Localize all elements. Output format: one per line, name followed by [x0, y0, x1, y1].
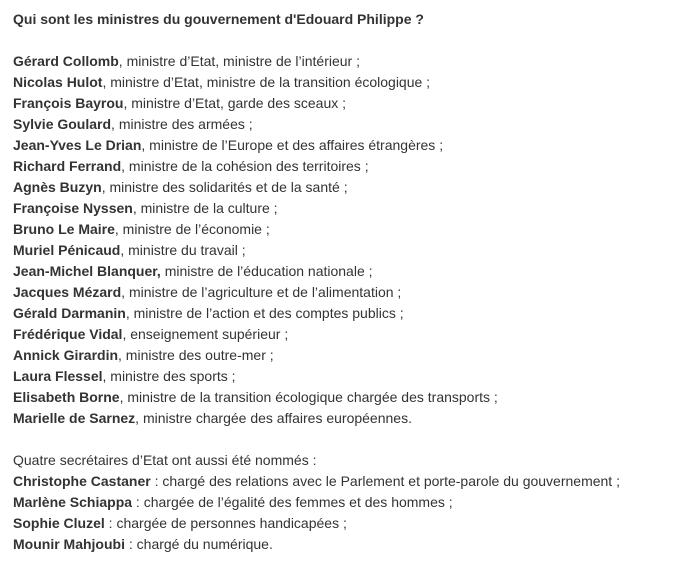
minister-role: , ministre des armées ; — [111, 116, 253, 132]
minister-name: Sylvie Goulard — [13, 116, 112, 132]
secretaries-list — [13, 471, 676, 555]
minister-name: Bruno Le Maire — [13, 221, 115, 237]
secretary-role: : chargé des relations avec le Parlement et porte-parole du gouvernement ; — [150, 473, 620, 489]
list-item — [13, 114, 676, 135]
minister-name: Muriel Pénicaud — [13, 242, 121, 258]
minister-role: , ministre de la cohésion des territoires ; — [121, 158, 369, 174]
minister-role: , ministre chargée des affaires européennes. — [135, 410, 412, 426]
ministers-list — [13, 51, 676, 429]
minister-role: , ministre de l’économie ; — [114, 221, 270, 237]
list-item — [13, 219, 676, 240]
secretary-role: : chargé du numérique. — [124, 536, 273, 552]
secretary-name: Sophie Cluzel — [13, 515, 105, 531]
list-item — [13, 366, 676, 387]
minister-name: François Bayrou — [13, 95, 124, 111]
list-item — [13, 261, 676, 282]
minister-name: Agnès Buzyn — [13, 179, 102, 195]
list-item — [13, 345, 676, 366]
minister-name: Jean-Michel Blanquer, — [13, 263, 161, 279]
minister-name: Elisabeth Borne — [13, 389, 120, 405]
paragraph-spacer — [13, 429, 676, 450]
minister-name: Frédérique Vidal — [13, 326, 123, 342]
list-item — [13, 408, 676, 429]
minister-role: , ministre de la transition écologique chargée des transports ; — [119, 389, 498, 405]
minister-name: Annick Girardin — [13, 347, 119, 363]
minister-role: , ministre des sports ; — [102, 368, 236, 384]
minister-name: Françoise Nyssen — [13, 200, 133, 216]
minister-name: Nicolas Hulot — [13, 74, 103, 90]
minister-name: Richard Ferrand — [13, 158, 122, 174]
list-item — [13, 534, 676, 555]
secretary-name: Christophe Castaner — [13, 473, 151, 489]
list-item — [13, 156, 676, 177]
minister-role: , ministre de l’Europe et des affaires étrangères ; — [141, 137, 444, 153]
secretary-role: : chargée de l’égalité des femmes et des hommes ; — [132, 494, 453, 510]
minister-name: Gérald Darmanin — [13, 305, 126, 321]
list-item — [13, 240, 676, 261]
secretary-name: Marlène Schiappa — [13, 494, 133, 510]
list-item — [13, 492, 676, 513]
minister-role: , ministre des solidarités et de la santé ; — [101, 179, 348, 195]
minister-role: , ministre des outre-mer ; — [118, 347, 274, 363]
secretary-role: : chargée de personnes handicapées ; — [104, 515, 347, 531]
list-item — [13, 282, 676, 303]
list-item — [13, 303, 676, 324]
minister-role: , ministre de l’action et des comptes publics ; — [125, 305, 404, 321]
minister-role: , ministre d’Etat, garde des sceaux ; — [123, 95, 347, 111]
secretary-name: Mounir Mahjoubi — [13, 536, 125, 552]
minister-role: , enseignement supérieur ; — [122, 326, 289, 342]
secretaries-intro: Quatre secrétaires d’Etat ont aussi été nommés : — [13, 452, 317, 468]
list-item — [13, 324, 676, 345]
minister-name: Jean-Yves Le Drian — [13, 137, 142, 153]
list-item — [13, 387, 676, 408]
list-item — [13, 93, 676, 114]
minister-name: Jacques Mézard — [13, 284, 122, 300]
minister-name: Marielle de Sarnez — [13, 410, 136, 426]
minister-role: , ministre de la culture ; — [132, 200, 278, 216]
list-item — [13, 51, 676, 72]
minister-role: ministre de l’éducation nationale ; — [160, 263, 373, 279]
minister-role: , ministre du travail ; — [120, 242, 246, 258]
list-item — [13, 135, 676, 156]
list-item — [13, 177, 676, 198]
page-title: Qui sont les ministres du gouvernement d'Edouard Philippe ? — [13, 11, 424, 27]
list-item — [13, 513, 676, 534]
list-item — [13, 198, 676, 219]
minister-name: Laura Flessel — [13, 368, 103, 384]
list-item — [13, 72, 676, 93]
minister-name: Gérard Collomb — [13, 53, 119, 69]
list-item — [13, 471, 676, 492]
minister-role: , ministre d’Etat, ministre de l’intérieur ; — [118, 53, 360, 69]
minister-role: , ministre de l’agriculture et de l’alimentation ; — [121, 284, 402, 300]
minister-role: , ministre d’Etat, ministre de la transition écologique ; — [102, 74, 431, 90]
